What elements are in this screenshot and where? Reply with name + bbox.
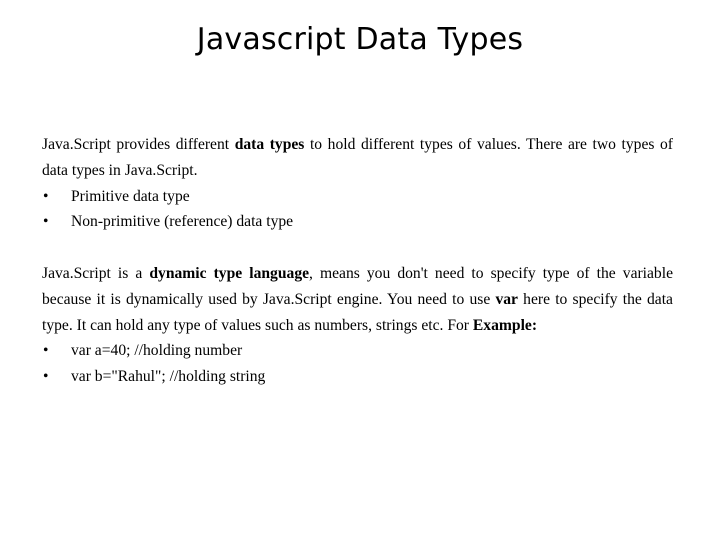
- bullet-icon: •: [43, 187, 49, 205]
- slide-title: Javascript Data Types: [196, 22, 524, 57]
- bullet-icon: •: [43, 368, 49, 386]
- intro-bold-data-types: data types: [234, 136, 305, 153]
- dynamic-paragraph: [42, 261, 673, 338]
- list-item-label: var b="Rahul"; //holding string: [71, 368, 266, 386]
- paragraph-spacer: [42, 235, 673, 261]
- list-item-primitive: [42, 184, 673, 210]
- dynamic-bold-example: Example:: [472, 316, 538, 334]
- list-item-example-a: [42, 338, 673, 364]
- data-type-list: [42, 184, 673, 236]
- example-list: [42, 338, 673, 390]
- dynamic-bold-dynamic-type-language: dynamic type language: [149, 264, 310, 282]
- list-item-label: Primitive data type: [71, 187, 190, 205]
- list-item-label: Non-primitive (reference) data type: [71, 213, 294, 231]
- bullet-icon: •: [43, 213, 49, 231]
- list-item-example-b: [42, 364, 673, 390]
- slide-body: [42, 132, 673, 390]
- list-item-label: var a=40; //holding number: [71, 342, 243, 360]
- dynamic-text-2: , means you don't need to specify type of the variable because it is dynamically used by Java.Script engine. You need to use: [42, 264, 673, 308]
- dynamic-text-3: here to specify the data type. It can hold any type of values such as numbers, strings etc. For: [42, 290, 673, 334]
- dynamic-text-1: Java.Script is a: [42, 264, 150, 282]
- bullet-icon: •: [43, 342, 49, 360]
- intro-text-1: Java.Script provides different: [42, 136, 235, 153]
- dynamic-bold-var: var: [495, 290, 518, 308]
- intro-text-2: to hold different types of values. There are two types of data types in Java.Script.: [42, 136, 673, 179]
- intro-paragraph: [42, 132, 673, 184]
- list-item-non-primitive: [42, 209, 673, 235]
